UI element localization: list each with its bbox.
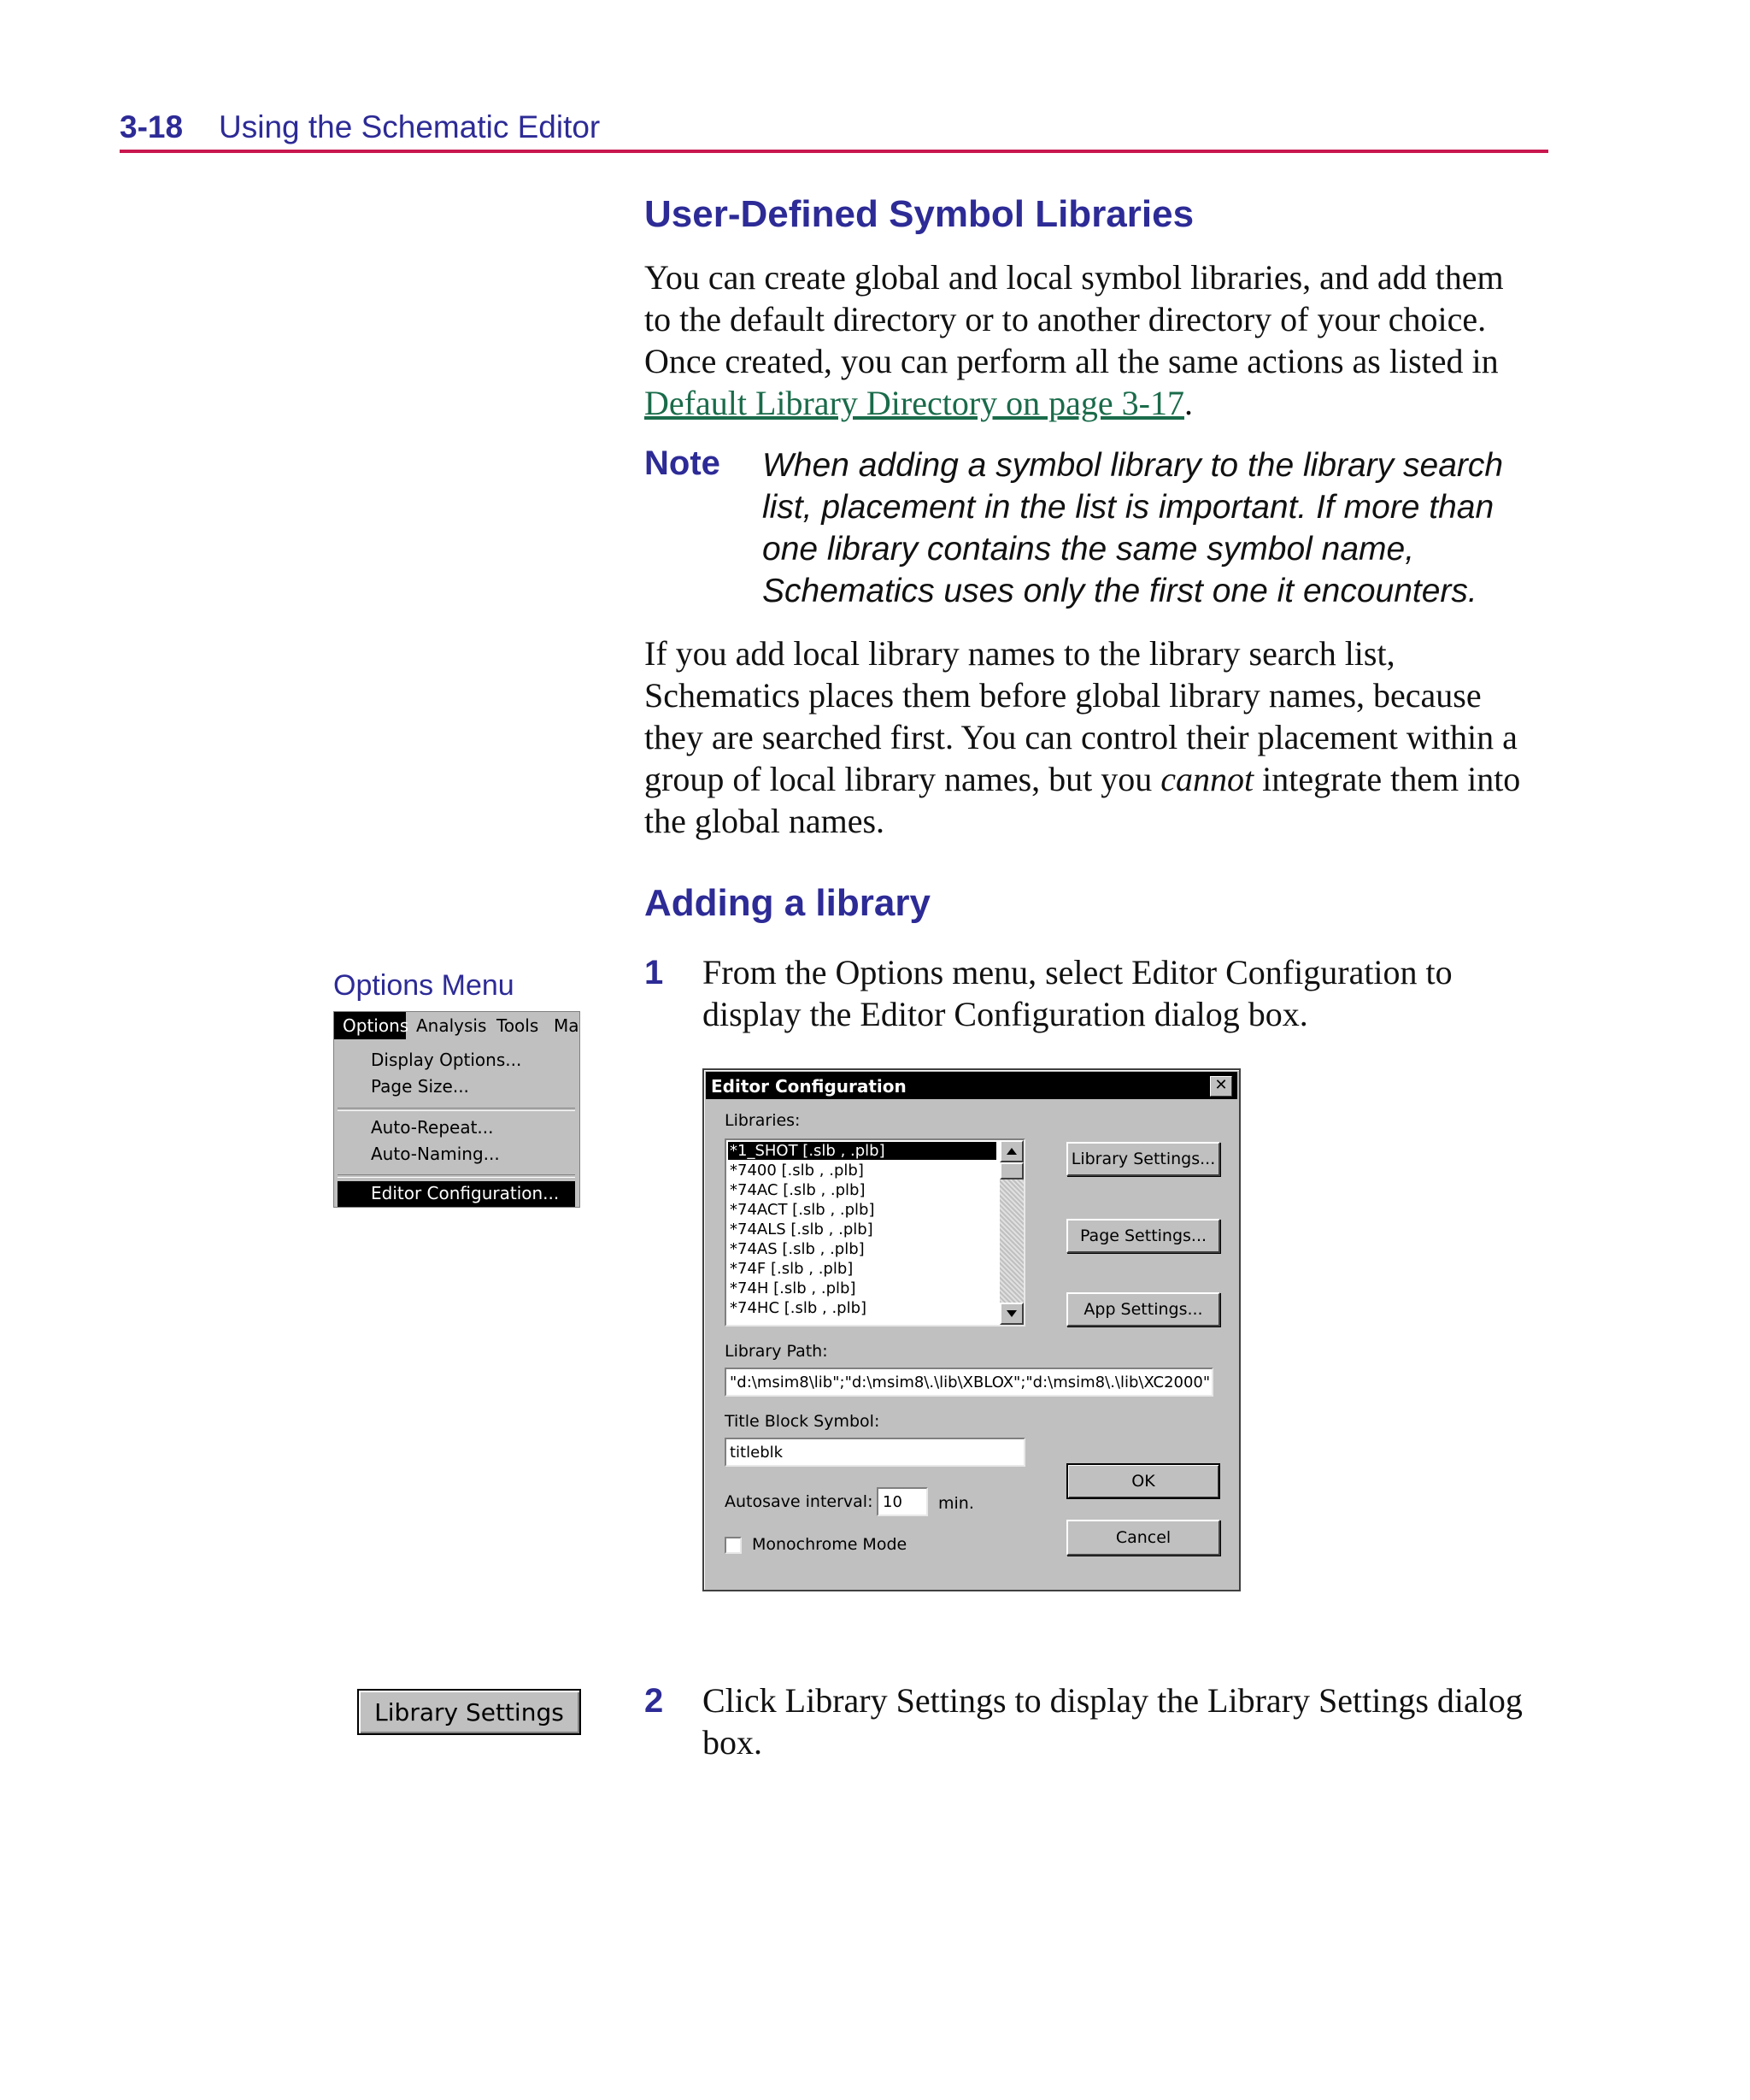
page-settings-button-label: Page Settings... [1079,1226,1207,1245]
options-menu-screenshot [333,1011,580,1208]
libraries-listbox[interactable] [725,1138,1025,1326]
library-list-item-selected[interactable]: *1_SHOT [.slb , .plb] [728,1142,996,1160]
autosave-unit: min. [938,1494,974,1513]
menu-item-page-size[interactable]: Page Size... [371,1076,469,1097]
paragraph-local-libraries [644,632,1520,842]
title-block-input[interactable] [725,1438,1025,1467]
close-icon[interactable]: ✕ [1210,1076,1232,1097]
page-settings-button[interactable] [1066,1219,1220,1253]
text-line: Schematics places them before global library names, because [644,676,1482,715]
title-block-label: Title Block Symbol: [725,1412,880,1431]
text-line: they are searched first. You can control their placement within a [644,718,1518,756]
autosave-label: Autosave interval: [725,1492,873,1511]
scroll-up-arrow-icon[interactable] [1000,1140,1024,1162]
step-number: 1 [644,954,664,991]
menu-item-editor-configuration[interactable] [338,1181,575,1207]
text-line: display the Editor Configuration dialog box. [702,995,1308,1033]
library-path-input[interactable] [725,1368,1213,1397]
text-line: list, placement in the list is important. If more than [762,489,1495,526]
text-line: to the default directory or to another directory of your choice. [644,300,1487,338]
menubar-options-label: Options [343,1015,409,1036]
autosave-interval-input[interactable] [877,1487,928,1516]
library-settings-button-illustration[interactable] [357,1689,581,1735]
monochrome-checkbox[interactable] [725,1537,742,1554]
autosave-interval-value: 10 [883,1493,902,1511]
note-label: Note [644,444,720,482]
libraries-scrollbar[interactable] [1000,1140,1024,1325]
menu-item-auto-repeat[interactable]: Auto-Repeat... [371,1117,494,1138]
menubar-options[interactable] [334,1012,409,1039]
monochrome-label: Monochrome Mode [752,1535,907,1554]
library-settings-illustration-label: Library Settings [374,1697,564,1726]
menu-separator [338,1108,575,1111]
dialog-titlebar [706,1072,1237,1099]
text-line: box. [702,1723,762,1762]
ok-button-label: OK [1131,1472,1155,1491]
library-list-item[interactable]: *74AC [.slb , .plb] [730,1181,866,1199]
section-heading-adding-library: Adding a library [644,882,931,924]
default-library-directory-link[interactable]: Default Library Directory on page 3-17 [644,384,1184,422]
library-list-item[interactable]: *74ALS [.slb , .plb] [730,1221,873,1238]
library-list-item[interactable]: *74F [.slb , .plb] [730,1260,854,1278]
step-2-text [702,1679,1523,1763]
dialog-title: Editor Configuration [711,1076,907,1097]
text-line: . [1183,384,1193,422]
menubar-analysis[interactable]: Analysis [416,1015,487,1036]
cancel-button-label: Cancel [1115,1528,1172,1547]
menu-separator [338,1174,575,1178]
options-menu-caption: Options Menu [333,969,514,1002]
library-list-item[interactable]: *74ACT [.slb , .plb] [730,1201,875,1219]
library-settings-button[interactable] [1066,1142,1220,1176]
menubar-tools[interactable]: Tools [496,1015,539,1036]
text-line: one library contains the same symbol name, [762,531,1415,568]
text-line: integrate them into [1254,760,1521,798]
scroll-thumb[interactable] [1000,1162,1024,1179]
menubar-markers[interactable]: Ma [554,1015,579,1036]
text-line: group of local library names, but you [644,760,1161,798]
title-block-value: titleblk [730,1444,784,1462]
paragraph-intro [644,256,1504,424]
text-line: Schematics uses only the first one it encounters. [762,573,1477,609]
step-number: 2 [644,1682,664,1720]
library-list-item[interactable]: *7400 [.slb , .plb] [730,1162,864,1179]
section-heading-user-defined: User-Defined Symbol Libraries [644,193,1195,235]
text-line: You can create global and local symbol libraries, and add them [644,258,1504,297]
menu-item-display-options[interactable]: Display Options... [371,1050,522,1070]
library-settings-button-label: Library Settings... [1071,1150,1216,1168]
menu-item-auto-naming[interactable]: Auto-Naming... [371,1144,500,1164]
text-line: the global names. [644,802,885,840]
library-path-value: "d:\msim8\lib";"d:\msim8\.\lib\XBLOX";"d:\msim8\.\lib\XC2000" [730,1374,1211,1391]
app-settings-button[interactable] [1066,1292,1220,1326]
library-list-item[interactable]: *74AS [.slb , .plb] [730,1240,865,1258]
library-list-item[interactable]: *74H [.slb , .plb] [730,1279,856,1297]
text-line: Click Library Settings to display the Library Settings dialog [702,1681,1523,1720]
emphasis-cannot: cannot [1160,760,1254,798]
text-line: From the Options menu, select Editor Configuration to [702,953,1453,991]
editor-configuration-dialog [702,1068,1241,1591]
libraries-label: Libraries: [725,1111,801,1130]
menu-bar [334,1012,580,1039]
header-rule [120,150,1548,153]
menu-item-editor-configuration-label: Editor Configuration... [371,1183,560,1203]
library-list-item[interactable]: *74HC [.slb , .plb] [730,1299,867,1317]
chapter-title: Using the Schematic Editor [219,109,601,144]
text-line: If you add local library names to the library search list, [644,634,1395,673]
options-dropdown [334,1041,579,1207]
text-line: When adding a symbol library to the library search [762,447,1504,484]
scroll-down-arrow-icon[interactable] [1000,1303,1024,1325]
text-line: Once created, you can perform all the same actions as listed in [644,342,1499,380]
note-text [762,444,1503,612]
step-1-text [702,951,1453,1035]
page-number: 3-18 [120,109,184,144]
cancel-button[interactable] [1066,1520,1220,1556]
library-path-label: Library Path: [725,1342,828,1361]
ok-button[interactable] [1066,1463,1220,1499]
app-settings-button-label: App Settings... [1083,1300,1203,1319]
